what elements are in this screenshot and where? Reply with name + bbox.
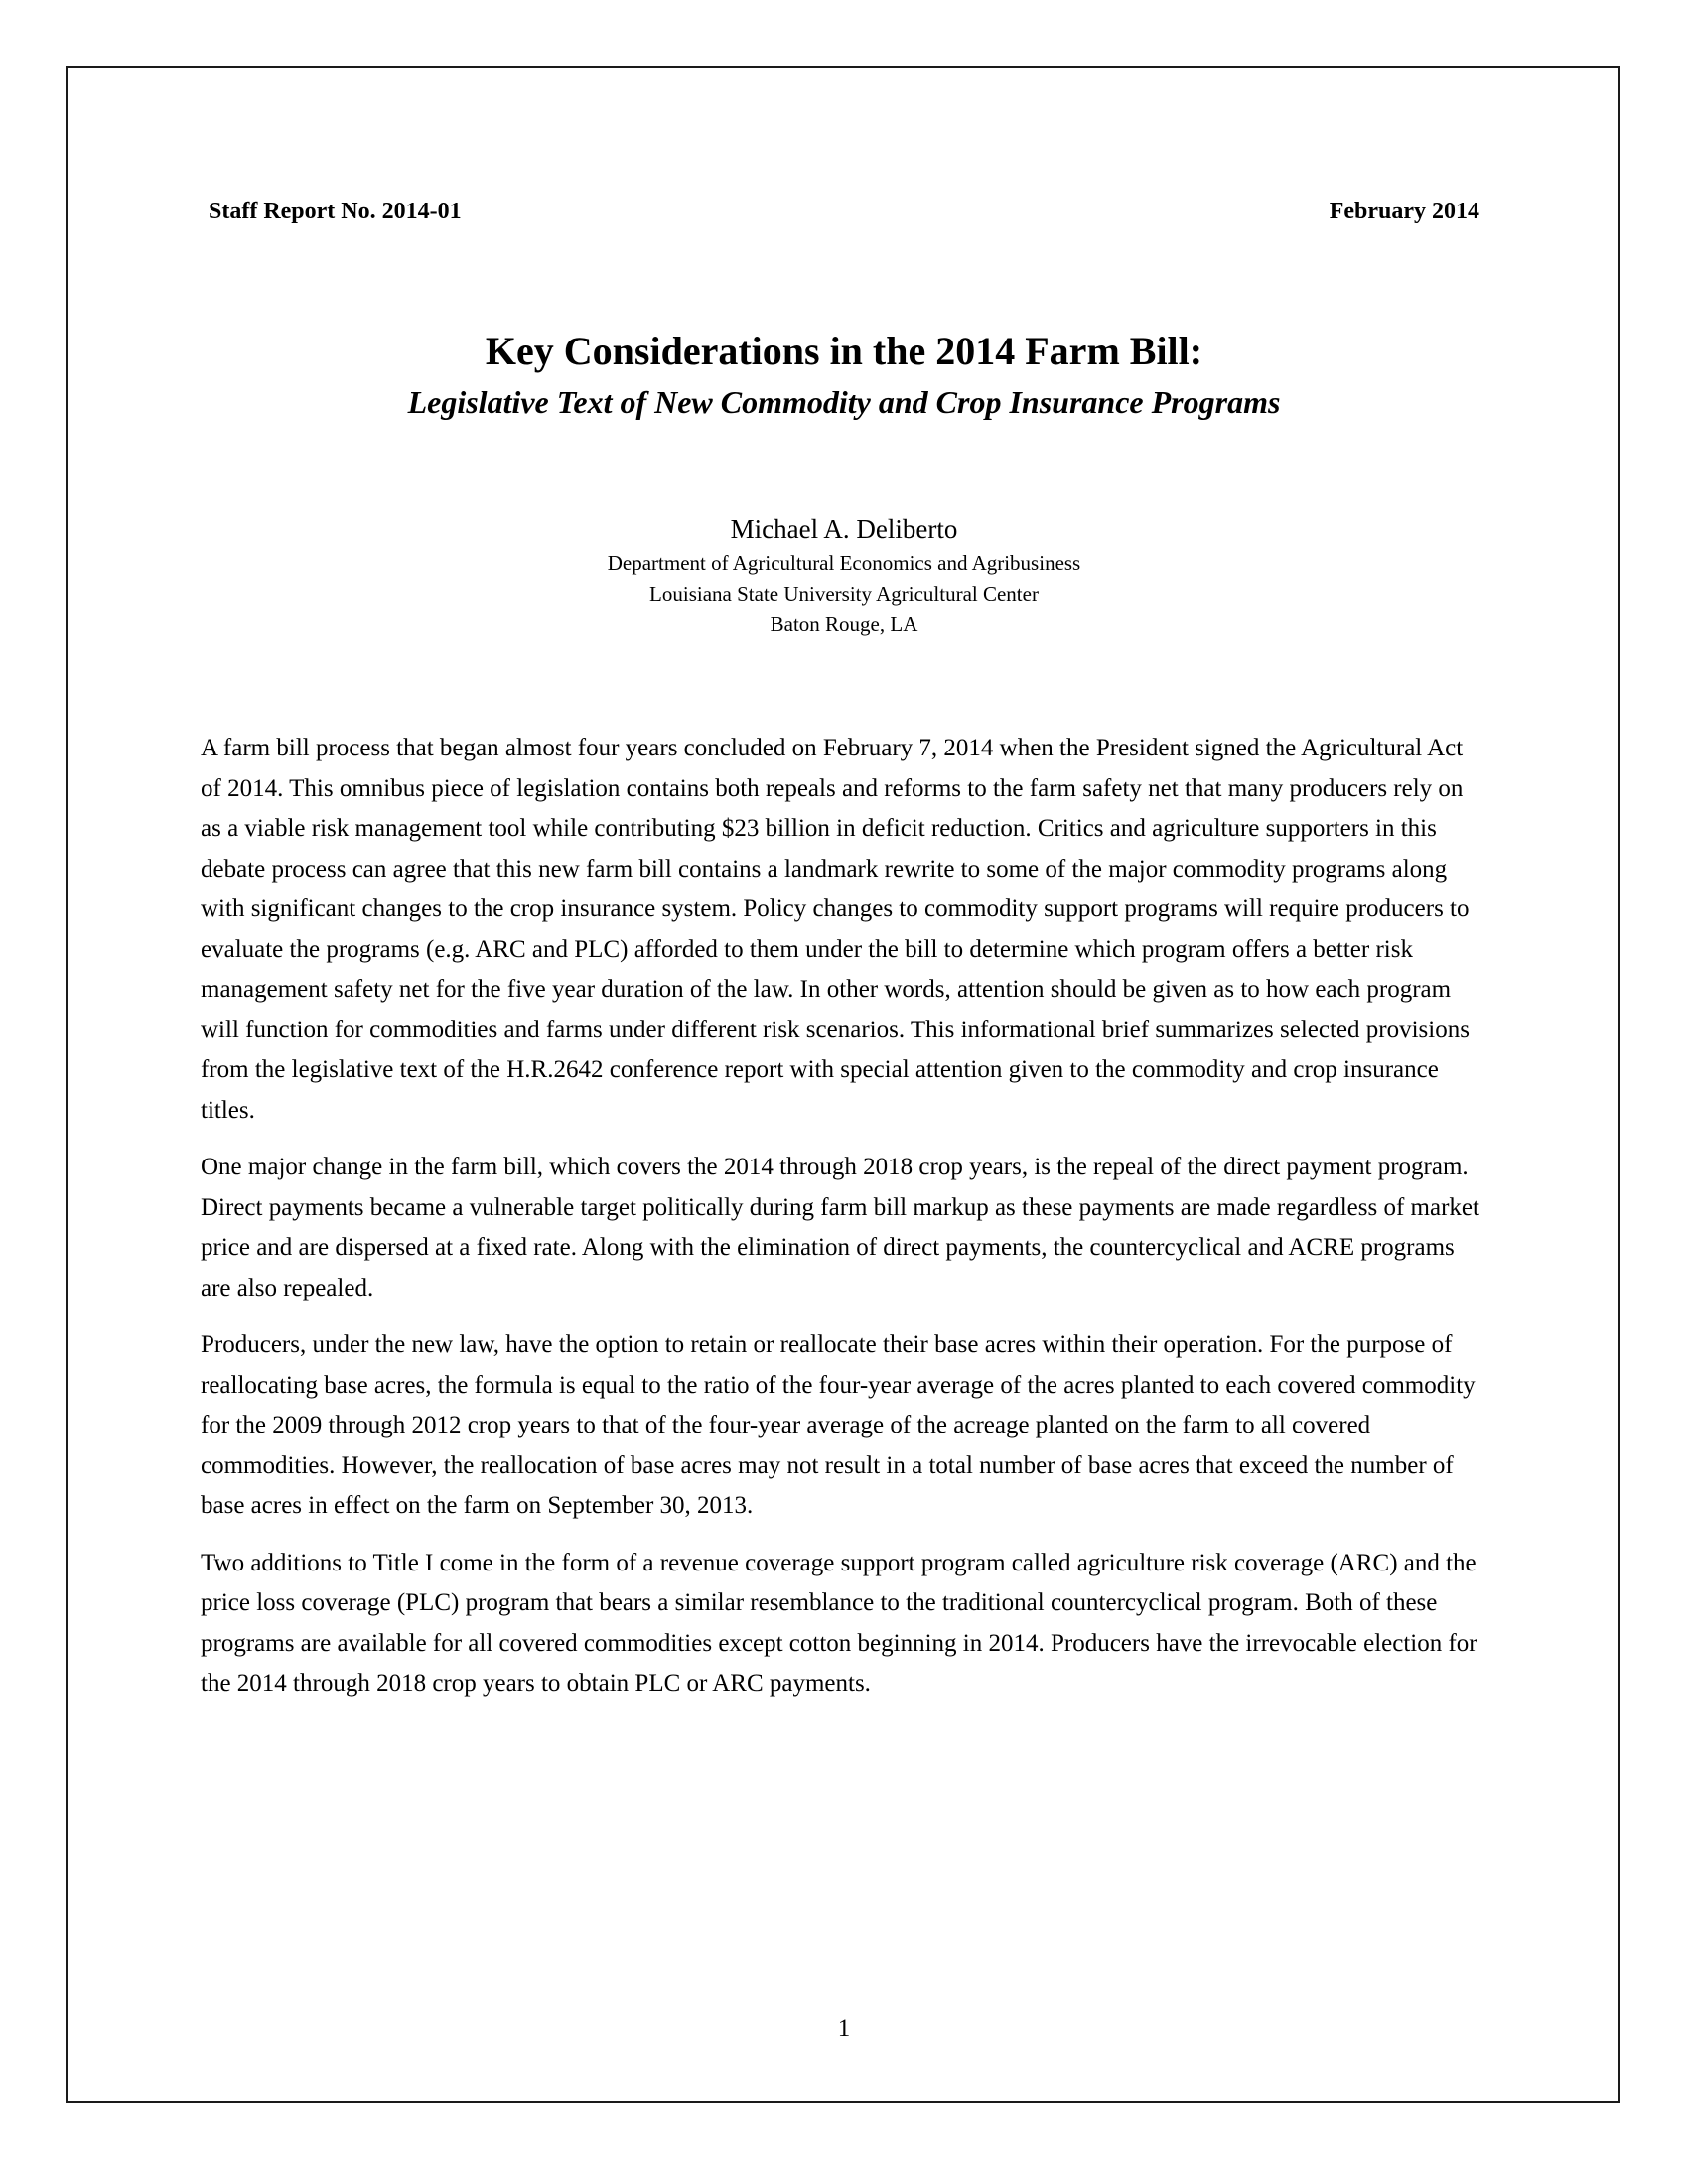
page-subtitle: Legislative Text of New Commodity and Crop Insurance Programs	[407, 384, 1281, 420]
author-name: Michael A. Deliberto	[730, 514, 958, 544]
paragraph: Two additions to Title I come in the form of a revenue coverage support program called agriculture risk coverage (ARC) and the price loss coverage (PLC) program that bears a similar resemblance to the traditional countercyclical program. Both of these programs are available for all covered commodities except cotton beginning in 2014. Producers have the irrevocable election for the 2014 through 2018 crop years to obtain PLC or ARC payments.	[201, 1549, 1477, 1697]
report-date: February 2014	[1329, 199, 1479, 224]
body-text	[201, 729, 1487, 1721]
page-number: 1	[837, 2015, 851, 2042]
report-header	[209, 199, 1479, 234]
paragraph: Producers, under the new law, have the option to retain or reallocate their base acres within their operation. For the purpose of reallocating base acres, the formula is equal to the ratio of the four-year average of the acres planted to each covered commodity for the 2009 through 2012 crop years to that of the four-year average of the acreage planted on the farm to all covered commodities. However, the reallocation of base acres may not result in a total number of base acres that exceed the number of base acres in effect on the farm on September 30, 2013.	[201, 1331, 1476, 1519]
paragraph: One major change in the farm bill, which covers the 2014 through 2018 crop years, is the repeal of the direct payment program. Direct payments became a vulnerable target politically during farm bill markup as these payments are made regardless of market price and are dispersed at a fixed rate. Along with the elimination of direct payments, the countercyclical and ACRE programs are also repealed.	[201, 1154, 1479, 1301]
author-block	[298, 510, 1390, 640]
author-institution: Louisiana State University Agricultural Center	[649, 582, 1039, 606]
author-department: Department of Agricultural Economics and Agribusiness	[607, 551, 1081, 575]
page-title: Key Considerations in the 2014 Farm Bill:	[485, 329, 1203, 373]
paragraph: A farm bill process that began almost four years concluded on February 7, 2014 when the President signed the Agricultural Act of 2014. This omnibus piece of legislation contains both repeals and reforms to the farm safety net that many producers rely on as a viable risk management tool while contributing $23 billion in deficit reduction. Critics and agriculture supporters in this debate process can agree that this new farm bill contains a landmark rewrite to some of the major commodity programs along with significant changes to the crop insurance system. Policy changes to commodity support programs will require producers to evaluate the programs (e.g. ARC and PLC) afforded to them under the bill to determine which program offers a better risk management safety net for the five year duration of the law. In other words, attention should be given as to how each program will function for commodities and farms under different risk scenarios. This informational brief summarizes selected provisions from the legislative text of the H.R.2642 conference report with special attention given to the commodity and crop insurance titles.	[201, 735, 1470, 1124]
report-number: Staff Report No. 2014-01	[209, 199, 462, 224]
author-location: Baton Rouge, LA	[770, 613, 918, 636]
